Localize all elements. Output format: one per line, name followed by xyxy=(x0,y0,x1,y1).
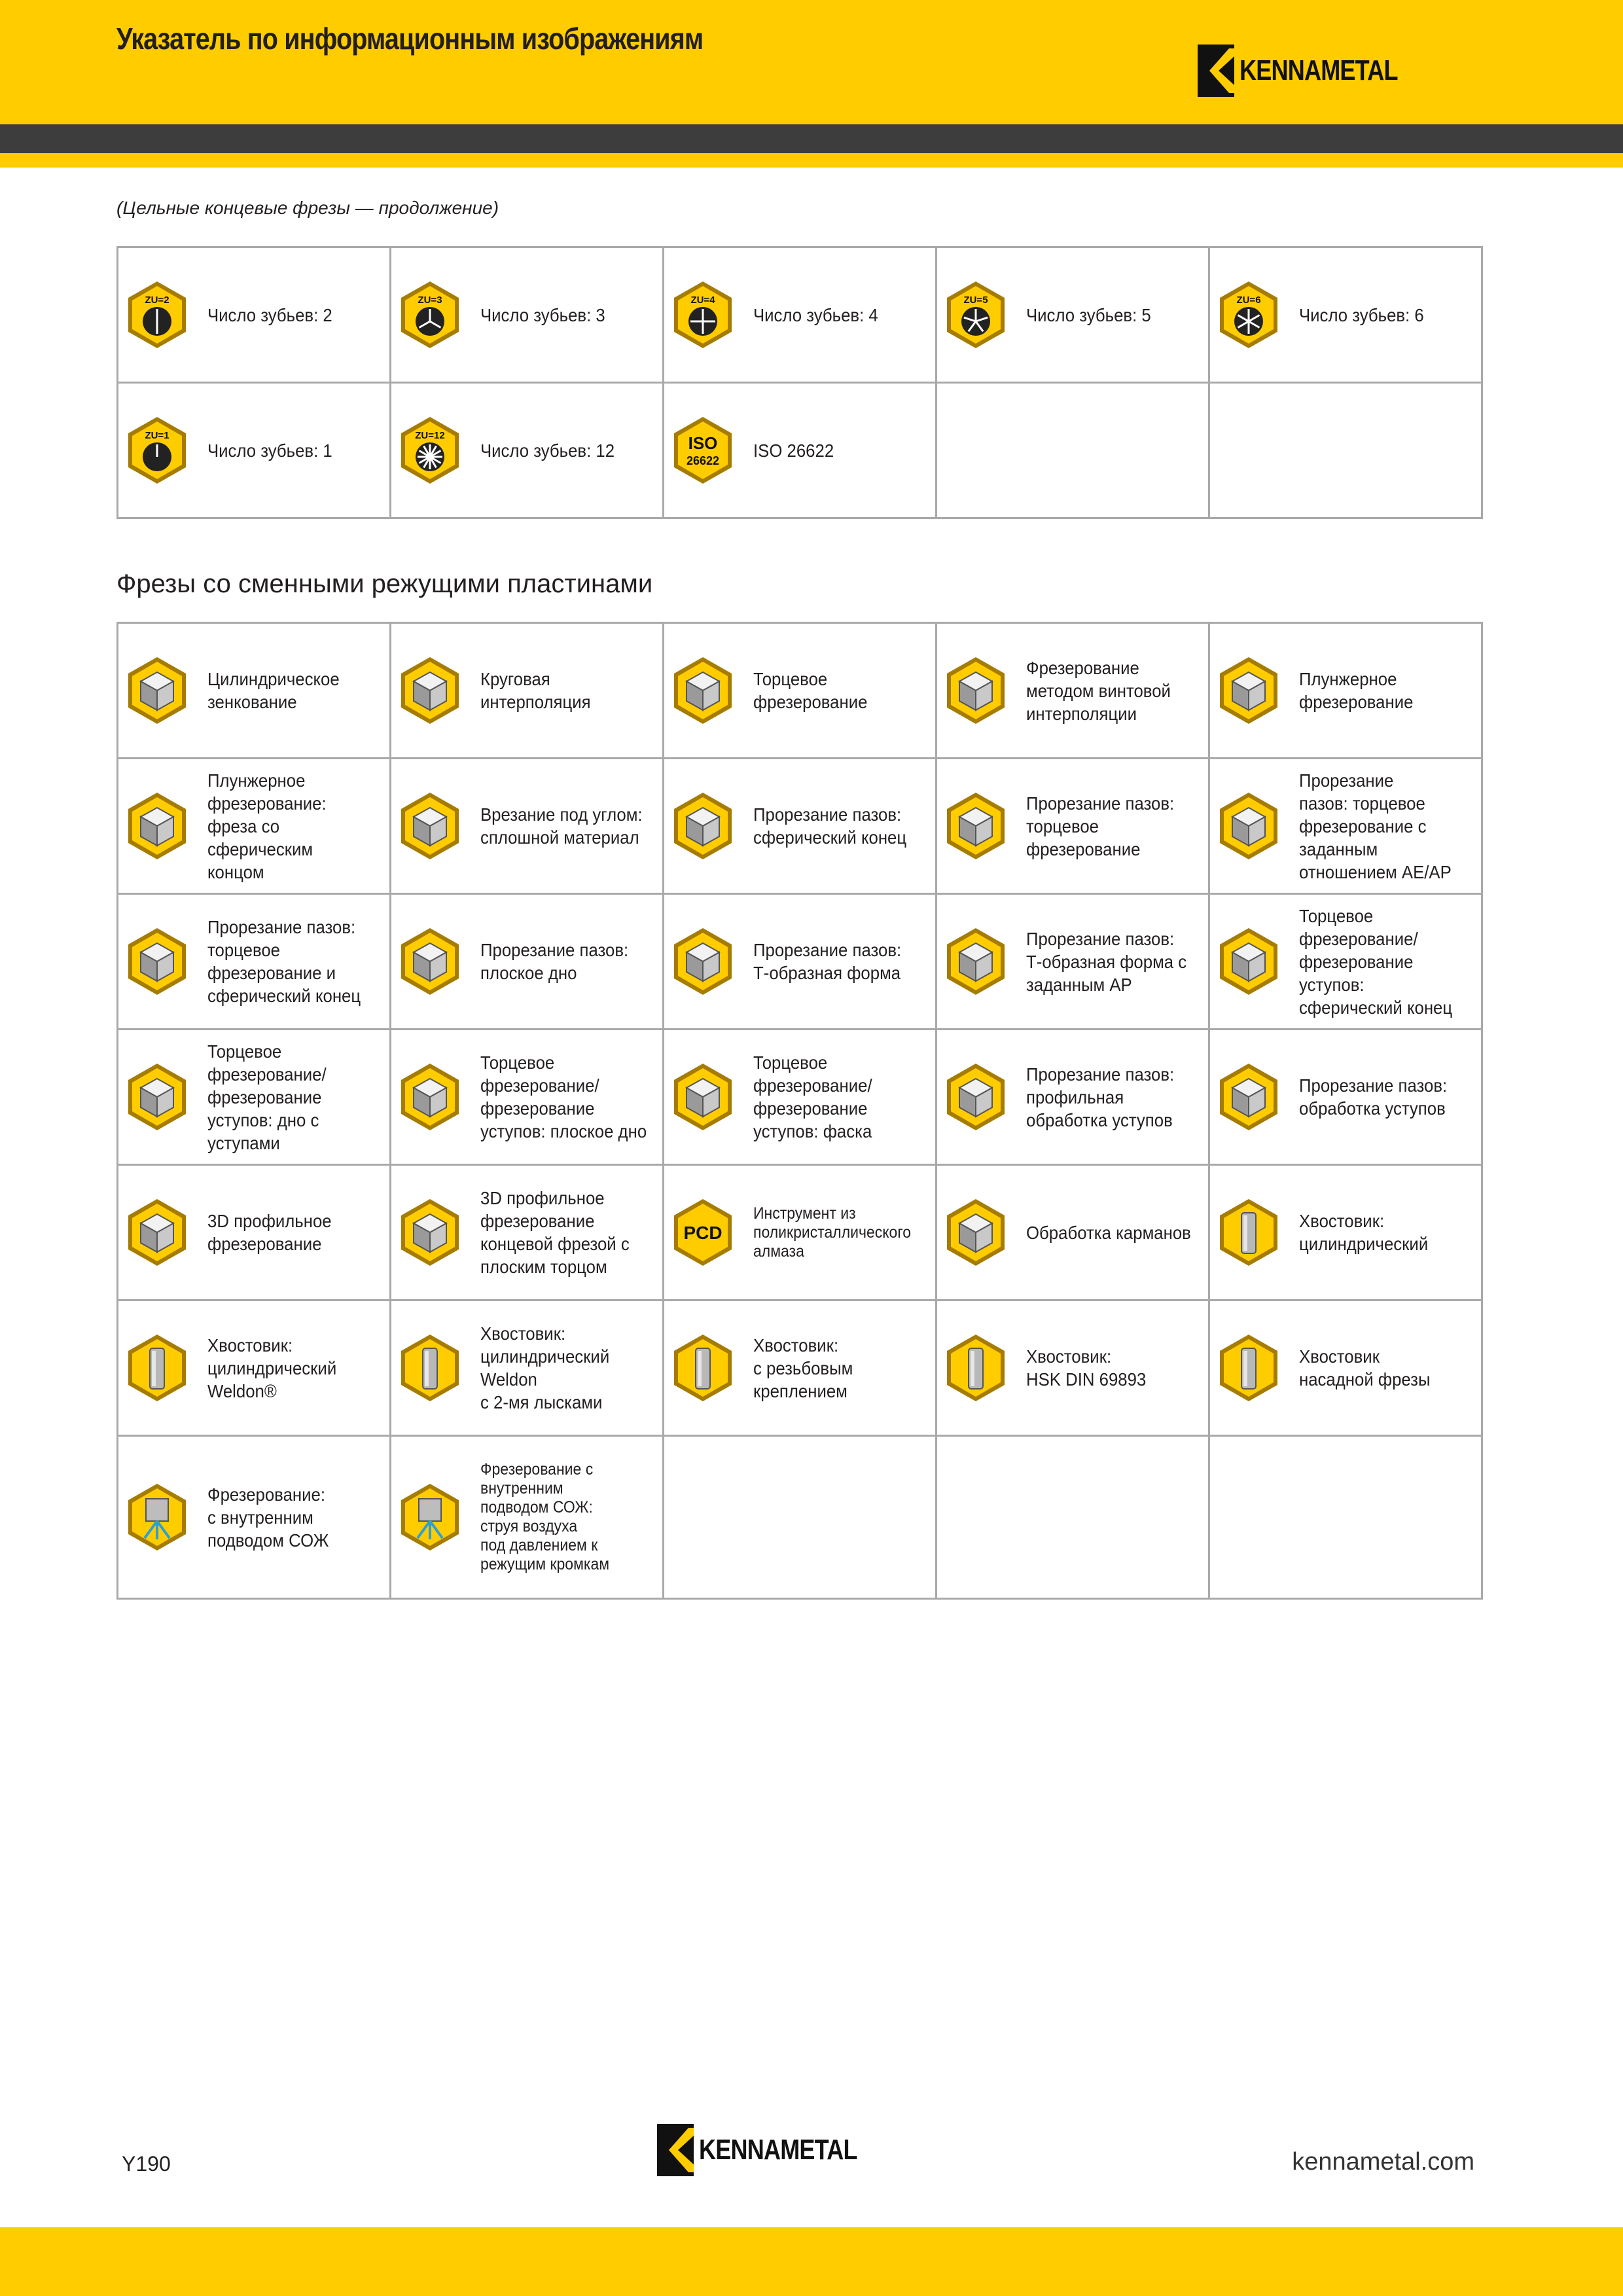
table-row xyxy=(118,894,1482,1030)
section-title: Фрезы со сменными режущими пластинами xyxy=(116,569,653,598)
table-cell xyxy=(664,623,936,759)
icon-entry xyxy=(937,624,1208,757)
slotting-t-shape-icon xyxy=(671,926,735,997)
table-cell xyxy=(391,383,664,518)
table-row xyxy=(118,1300,1482,1436)
table-row xyxy=(118,1436,1482,1599)
icon-label: Торцевое фрезерование/ фрезерование уступов: сферический конец xyxy=(1299,905,1453,1018)
icon-label: Плунжерное фрезерование: фреза со сферическим концом xyxy=(207,770,327,882)
table-cell xyxy=(936,247,1209,383)
table-cell xyxy=(391,247,664,383)
icon-entry xyxy=(664,1030,935,1164)
table-cell xyxy=(391,623,664,759)
table-row xyxy=(118,623,1482,759)
section-subtitle: (Цельные концевые фрезы — продолжение) xyxy=(116,198,499,218)
header-kennametal-logo xyxy=(1198,45,1433,97)
table-cell xyxy=(391,1165,664,1300)
slotting-ball-end-icon xyxy=(671,791,735,861)
table-cell xyxy=(1209,894,1482,1030)
zu-2-teeth-icon xyxy=(125,279,189,350)
footer-brand-name: KENNAMETAL xyxy=(699,2134,857,2166)
icon-label: Фрезерование: с внутренним подводом СОЖ xyxy=(207,1484,329,1551)
icon-label: Хвостовик: с резьбовым креплением xyxy=(753,1335,853,1401)
slotting-profile-shoulder-icon xyxy=(944,1062,1008,1132)
slotting-face-ball-icon xyxy=(125,926,189,997)
icon-entry xyxy=(118,1166,389,1299)
table-cell xyxy=(936,383,1209,518)
icon-label: Прорезание пазов: сферический конец xyxy=(753,804,907,848)
kennametal-k-mark-icon xyxy=(657,2124,694,2176)
svg-text:ZU=3: ZU=3 xyxy=(418,295,442,306)
through-coolant-air-icon xyxy=(398,1482,462,1552)
icon-entry xyxy=(664,1166,935,1299)
icon-entry xyxy=(1210,1166,1481,1299)
table-cell xyxy=(1209,759,1482,894)
table-cell xyxy=(118,247,391,383)
table-cell xyxy=(664,1300,936,1436)
icon-entry xyxy=(937,1166,1208,1299)
zu-1-teeth-icon xyxy=(125,415,189,486)
icon-entry xyxy=(664,384,935,517)
svg-text:26622: 26622 xyxy=(686,454,720,467)
website-link[interactable]: kennametal.com xyxy=(1292,2148,1474,2176)
icon-entry xyxy=(118,1030,389,1164)
icon-label: Инструмент из поликристаллического алмаза xyxy=(753,1204,912,1261)
table-cell xyxy=(936,894,1209,1030)
through-coolant-icon xyxy=(125,1482,189,1552)
3d-profile-flat-end-icon xyxy=(398,1197,462,1268)
icon-entry xyxy=(664,1301,935,1435)
icon-entry xyxy=(391,759,662,893)
svg-text:ZU=6: ZU=6 xyxy=(1236,295,1261,306)
svg-text:ISO: ISO xyxy=(688,433,718,453)
icon-label: Цилиндрическое зенкование xyxy=(207,669,340,712)
icon-label: Торцевое фрезерование/ фрезерование уступов: дно с уступами xyxy=(207,1041,327,1153)
3d-profile-milling-icon xyxy=(125,1197,189,1268)
shoulder-flat-bottom-icon xyxy=(398,1062,462,1132)
shell-mill-shank-icon xyxy=(1217,1333,1281,1403)
icon-entry xyxy=(937,1030,1208,1164)
shoulder-stepped-bottom-icon xyxy=(125,1062,189,1132)
icon-entry xyxy=(664,759,935,893)
icon-entry xyxy=(118,624,389,757)
table-cell xyxy=(391,894,664,1030)
zu-6-teeth-icon xyxy=(1217,279,1281,350)
footer-kennametal-logo xyxy=(657,2124,892,2176)
icon-entry xyxy=(1210,759,1481,893)
table-cell xyxy=(1209,383,1482,518)
icon-entry xyxy=(391,895,662,1028)
icon-entry xyxy=(937,248,1208,382)
table-row xyxy=(118,759,1482,894)
icon-entry xyxy=(937,759,1208,893)
pocketing-icon xyxy=(944,1197,1008,1268)
header-thin-stripe xyxy=(0,153,1623,168)
table-cell xyxy=(118,1300,391,1436)
icon-label: Число зубьев: 5 xyxy=(1026,304,1151,325)
pcd-icon xyxy=(671,1197,735,1268)
icon-label: ISO 26622 xyxy=(753,440,834,461)
icon-label: Фрезерование методом винтовой интерполяции xyxy=(1026,657,1171,724)
table-cell xyxy=(1209,1300,1482,1436)
icon-label: Число зубьев: 4 xyxy=(753,304,878,325)
icon-label: Прорезание пазов: торцевое фрезерование с заданным отношением AE/AP xyxy=(1299,770,1452,882)
slotting-ae-ap-icon xyxy=(1217,791,1281,861)
svg-text:ZU=1: ZU=1 xyxy=(145,430,169,441)
table-cell xyxy=(664,1030,936,1165)
table-cell xyxy=(664,1436,936,1599)
icon-entry xyxy=(118,759,389,893)
icon-label: Прорезание пазов: Т-образная форма с заданным AP xyxy=(1026,928,1187,995)
icon-label: Прорезание пазов: профильная обработка уступов xyxy=(1026,1064,1175,1130)
table-cell xyxy=(118,1030,391,1165)
zu-12-teeth-icon xyxy=(398,415,462,486)
weldon-shank-icon xyxy=(125,1333,189,1403)
slotting-flat-bottom-icon xyxy=(398,926,462,997)
plunge-ball-nose-icon xyxy=(125,791,189,861)
icon-entry xyxy=(664,248,935,382)
icon-label: Хвостовик: цилиндрический Weldon с 2-мя лысками xyxy=(480,1323,610,1412)
table-cell xyxy=(936,759,1209,894)
icon-label: Прорезание пазов: торцевое фрезерование и сферический конец xyxy=(207,917,361,1006)
helical-interpolation-icon xyxy=(944,655,1008,726)
table-cell xyxy=(1209,623,1482,759)
icon-label: Врезание под углом: сплошной материал xyxy=(480,804,643,848)
zu-4-teeth-icon xyxy=(671,279,735,350)
icon-label: Плунжерное фрезерование xyxy=(1299,669,1414,712)
face-milling-icon xyxy=(671,655,735,726)
icon-entry xyxy=(664,895,935,1028)
table-cell xyxy=(664,1165,936,1300)
svg-text:ZU=12: ZU=12 xyxy=(415,430,445,441)
icon-label: Прорезание пазов: торцевое фрезерование xyxy=(1026,793,1175,859)
shoulder-chamfer-icon xyxy=(671,1062,735,1132)
icon-entry xyxy=(118,1301,389,1435)
icon-label: Хвостовик: цилиндрический Weldon® xyxy=(207,1335,337,1401)
icon-label: Торцевое фрезерование/ фрезерование уступов: плоское дно xyxy=(480,1052,647,1141)
svg-text:ZU=5: ZU=5 xyxy=(963,295,988,306)
threaded-shank-icon xyxy=(671,1333,735,1403)
table-cell xyxy=(664,247,936,383)
weldon-two-flats-shank-icon xyxy=(398,1333,462,1403)
ramping-solid-icon xyxy=(398,791,462,861)
table-cell xyxy=(391,1436,664,1599)
svg-text:PCD: PCD xyxy=(683,1223,722,1243)
icon-entry xyxy=(664,624,935,757)
icon-label: Число зубьев: 2 xyxy=(207,304,332,325)
icon-label: Число зубьев: 1 xyxy=(207,440,332,461)
zu-3-teeth-icon xyxy=(398,279,462,350)
table-cell xyxy=(118,1165,391,1300)
table-cell xyxy=(118,383,391,518)
table-cell xyxy=(664,383,936,518)
icon-entry xyxy=(391,384,662,517)
table-cell xyxy=(1209,247,1482,383)
table-row xyxy=(118,383,1482,518)
cylindrical-counterbore-icon xyxy=(125,655,189,726)
icon-label: Торцевое фрезерование/ фрезерование уступов: фаска xyxy=(753,1052,872,1141)
icon-entry xyxy=(1210,895,1481,1028)
icon-label: Число зубьев: 6 xyxy=(1299,304,1424,325)
header-dark-stripe xyxy=(0,124,1623,153)
table-cell xyxy=(664,759,936,894)
plunge-milling-icon xyxy=(1217,655,1281,726)
icon-label: Хвостовик: цилиндрический xyxy=(1299,1211,1429,1254)
icon-label: Хвостовик: HSK DIN 69893 xyxy=(1026,1346,1147,1390)
table-cell xyxy=(391,759,664,894)
table-cell xyxy=(391,1030,664,1165)
slotting-face-milling-icon xyxy=(944,791,1008,861)
icon-label: Круговая интерполяция xyxy=(480,669,591,712)
page-title: Указатель по информационным изображениям xyxy=(116,22,704,56)
icon-entry xyxy=(1210,248,1481,382)
table-cell xyxy=(1209,1165,1482,1300)
icon-label: Торцевое фрезерование xyxy=(753,669,868,712)
icon-label: Число зубьев: 12 xyxy=(480,440,615,461)
table-cell xyxy=(1209,1436,1482,1599)
iso-26622-icon xyxy=(671,415,735,486)
icon-label: Обработка карманов xyxy=(1026,1222,1191,1243)
table-cell xyxy=(936,1165,1209,1300)
icon-entry xyxy=(391,1437,662,1598)
table-cell xyxy=(118,894,391,1030)
circular-interpolation-icon xyxy=(398,655,462,726)
table-cell xyxy=(936,1436,1209,1599)
icon-entry xyxy=(1210,1301,1481,1435)
icon-label: Число зубьев: 3 xyxy=(480,304,605,325)
table-row xyxy=(118,1165,1482,1300)
table-row xyxy=(118,247,1482,383)
header-brand-name: KENNAMETAL xyxy=(1240,54,1398,86)
solid-end-mills-icon-table xyxy=(116,246,1483,519)
table-cell xyxy=(936,1300,1209,1436)
indexable-mills-icon-table xyxy=(116,622,1483,1600)
icon-label: Хвостовик насадной фрезы xyxy=(1299,1346,1431,1390)
kennametal-k-mark-icon xyxy=(1198,45,1234,97)
svg-text:ZU=2: ZU=2 xyxy=(145,295,169,306)
slotting-shoulder-icon xyxy=(1217,1062,1281,1132)
icon-entry xyxy=(391,1166,662,1299)
icon-entry xyxy=(391,1030,662,1164)
icon-label: Прорезание пазов: Т-образная форма xyxy=(753,940,902,983)
svg-text:ZU=4: ZU=4 xyxy=(690,295,715,306)
icon-label: Прорезание пазов: плоское дно xyxy=(480,940,629,983)
icon-entry xyxy=(391,624,662,757)
hsk-shank-icon xyxy=(944,1333,1008,1403)
table-cell xyxy=(936,623,1209,759)
icon-entry xyxy=(937,1301,1208,1435)
zu-5-teeth-icon xyxy=(944,279,1008,350)
icon-entry xyxy=(1210,1030,1481,1164)
footer-yellow-band xyxy=(0,2227,1623,2296)
icon-label: Фрезерование с внутренним подводом СОЖ: струя воздуха под давлением к режущим кромкам xyxy=(480,1460,610,1573)
icon-entry xyxy=(118,1437,389,1598)
shoulder-ball-end-icon xyxy=(1217,926,1281,997)
table-cell xyxy=(118,1436,391,1599)
table-cell xyxy=(1209,1030,1482,1165)
icon-entry xyxy=(1210,624,1481,757)
icon-entry xyxy=(118,895,389,1028)
table-cell xyxy=(664,894,936,1030)
icon-entry xyxy=(118,248,389,382)
table-cell xyxy=(118,759,391,894)
cylindrical-shank-icon xyxy=(1217,1197,1281,1268)
icon-label: 3D профильное фрезерование концевой фрезой с плоским торцом xyxy=(480,1188,630,1277)
table-row xyxy=(118,1030,1482,1165)
table-cell xyxy=(118,623,391,759)
icon-entry xyxy=(118,384,389,517)
table-cell xyxy=(936,1030,1209,1165)
table-cell xyxy=(391,1300,664,1436)
icon-entry xyxy=(391,248,662,382)
slotting-t-shape-ap-icon xyxy=(944,926,1008,997)
page-number: Y190 xyxy=(122,2152,171,2176)
icon-entry xyxy=(391,1301,662,1435)
icon-label: Прорезание пазов: обработка уступов xyxy=(1299,1075,1448,1119)
icon-entry xyxy=(937,895,1208,1028)
icon-label: 3D профильное фрезерование xyxy=(207,1211,332,1254)
